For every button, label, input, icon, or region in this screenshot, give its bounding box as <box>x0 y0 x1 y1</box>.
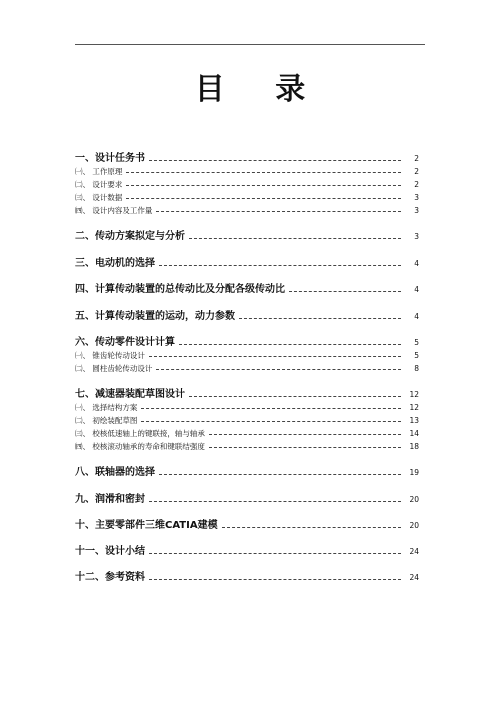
toc-entry-page: 20 <box>409 495 419 504</box>
toc-entry-label: 八、联轴器的选择 <box>75 467 155 478</box>
toc-entry-page: 4 <box>414 312 419 321</box>
toc-entry-page: 8 <box>414 364 419 373</box>
page-title: 目 录 <box>194 72 326 107</box>
toc-entry-label: 二、传动方案拟定与分析 <box>75 231 185 242</box>
toc-entry[interactable] <box>75 519 419 533</box>
dot-leader <box>159 265 401 266</box>
dot-leader <box>141 421 401 422</box>
dot-leader <box>209 434 401 435</box>
dot-leader <box>189 238 401 239</box>
toc-entry[interactable] <box>75 388 419 402</box>
toc-entry[interactable] <box>75 493 419 507</box>
toc-entry-page: 12 <box>409 390 419 399</box>
dot-leader <box>149 501 401 502</box>
toc-entry[interactable] <box>75 310 419 324</box>
toc-entry-label: ㈣、 校核滚动轴承的寿命和键联结强度 <box>75 442 205 451</box>
toc-entry-page: 4 <box>414 285 419 294</box>
dot-leader <box>126 172 401 173</box>
toc-entry-label: 三、电动机的选择 <box>75 258 155 269</box>
toc-entry-label: ㈣、 设计内容及工作量 <box>75 206 153 215</box>
toc-entry[interactable] <box>75 571 419 585</box>
dot-leader <box>141 408 401 409</box>
toc-subentry[interactable] <box>75 363 419 374</box>
toc-entry-page: 20 <box>409 521 419 530</box>
toc-entry-label: ㈡、 初绘装配草图 <box>75 416 138 425</box>
toc-entry-label: 一、设计任务书 <box>75 153 145 164</box>
dot-leader <box>149 356 401 357</box>
toc-entry-label: ㈢、 校核低速轴上的键联接，轴与轴承 <box>75 429 205 438</box>
dot-leader <box>239 318 401 319</box>
toc-entry-page: 18 <box>409 442 419 451</box>
dot-leader <box>126 185 401 186</box>
toc-entry[interactable] <box>75 283 419 297</box>
toc-entry-page: 3 <box>414 193 419 202</box>
toc-entry-page: 2 <box>414 154 419 163</box>
toc-subentry[interactable] <box>75 415 419 426</box>
dot-leader <box>209 447 401 448</box>
toc-entry-page: 2 <box>414 167 419 176</box>
toc-entry-page: 2 <box>414 180 419 189</box>
toc-entry-label: 十一、设计小结 <box>75 546 145 557</box>
toc-entry-label: ㈢、 设计数据 <box>75 193 123 202</box>
toc-entry-label: ㈠、 选择结构方案 <box>75 403 138 412</box>
header-rule <box>75 44 425 45</box>
toc-entry-label: ㈡、 圆柱齿轮传动设计 <box>75 364 153 373</box>
toc-entry[interactable] <box>75 336 419 350</box>
toc-entry-page: 3 <box>414 206 419 215</box>
toc-entry[interactable] <box>75 152 419 166</box>
toc-entry-page: 3 <box>414 232 419 241</box>
toc-entry-page: 19 <box>409 468 419 477</box>
toc-subentry[interactable] <box>75 402 419 413</box>
toc-subentry[interactable] <box>75 441 419 452</box>
toc-entry-page: 5 <box>414 338 419 347</box>
toc-entry-label: 十、主要零部件三维CATIA建模 <box>75 520 218 531</box>
toc-entry-page: 12 <box>409 403 419 412</box>
toc-subentry[interactable] <box>75 350 419 361</box>
dot-leader <box>159 474 401 475</box>
dot-leader <box>222 527 401 528</box>
toc-entry-page: 14 <box>409 429 419 438</box>
dot-leader <box>156 369 401 370</box>
toc-subentry[interactable] <box>75 166 419 177</box>
dot-leader <box>126 198 401 199</box>
toc-entry-label: 四、计算传动装置的总传动比及分配各级传动比 <box>75 284 285 295</box>
dot-leader <box>149 553 401 554</box>
toc-entry-page: 24 <box>409 547 419 556</box>
dot-leader <box>149 160 401 161</box>
dot-leader <box>179 344 401 345</box>
toc-entry[interactable] <box>75 466 419 480</box>
toc-entry[interactable] <box>75 545 419 559</box>
toc-entry-label: 十二、参考资料 <box>75 572 145 583</box>
toc-entry[interactable] <box>75 230 419 244</box>
toc-entry-page: 5 <box>414 351 419 360</box>
toc-entry-label: 九、润滑和密封 <box>75 494 145 505</box>
toc-entry-page: 13 <box>409 416 419 425</box>
toc-entry-page: 24 <box>409 573 419 582</box>
dot-leader <box>189 396 401 397</box>
toc-entry-label: 六、传动零件设计计算 <box>75 337 175 348</box>
toc-subentry[interactable] <box>75 205 419 216</box>
toc-entry-label: ㈡、 设计要求 <box>75 180 123 189</box>
dot-leader <box>289 291 401 292</box>
dot-leader <box>149 579 401 580</box>
toc-subentry[interactable] <box>75 179 419 190</box>
toc-entry[interactable] <box>75 257 419 271</box>
toc-entry-label: 五、计算传动装置的运动，动力参数 <box>75 311 235 322</box>
toc-entry-label: ㈠、 锥齿轮传动设计 <box>75 351 145 360</box>
toc-entry-page: 4 <box>414 259 419 268</box>
toc-entry-label: 七、减速器装配草图设计 <box>75 389 185 400</box>
toc-subentry[interactable] <box>75 192 419 203</box>
dot-leader <box>156 211 401 212</box>
toc-entry-label: ㈠、 工作原理 <box>75 167 123 176</box>
toc-subentry[interactable] <box>75 428 419 439</box>
